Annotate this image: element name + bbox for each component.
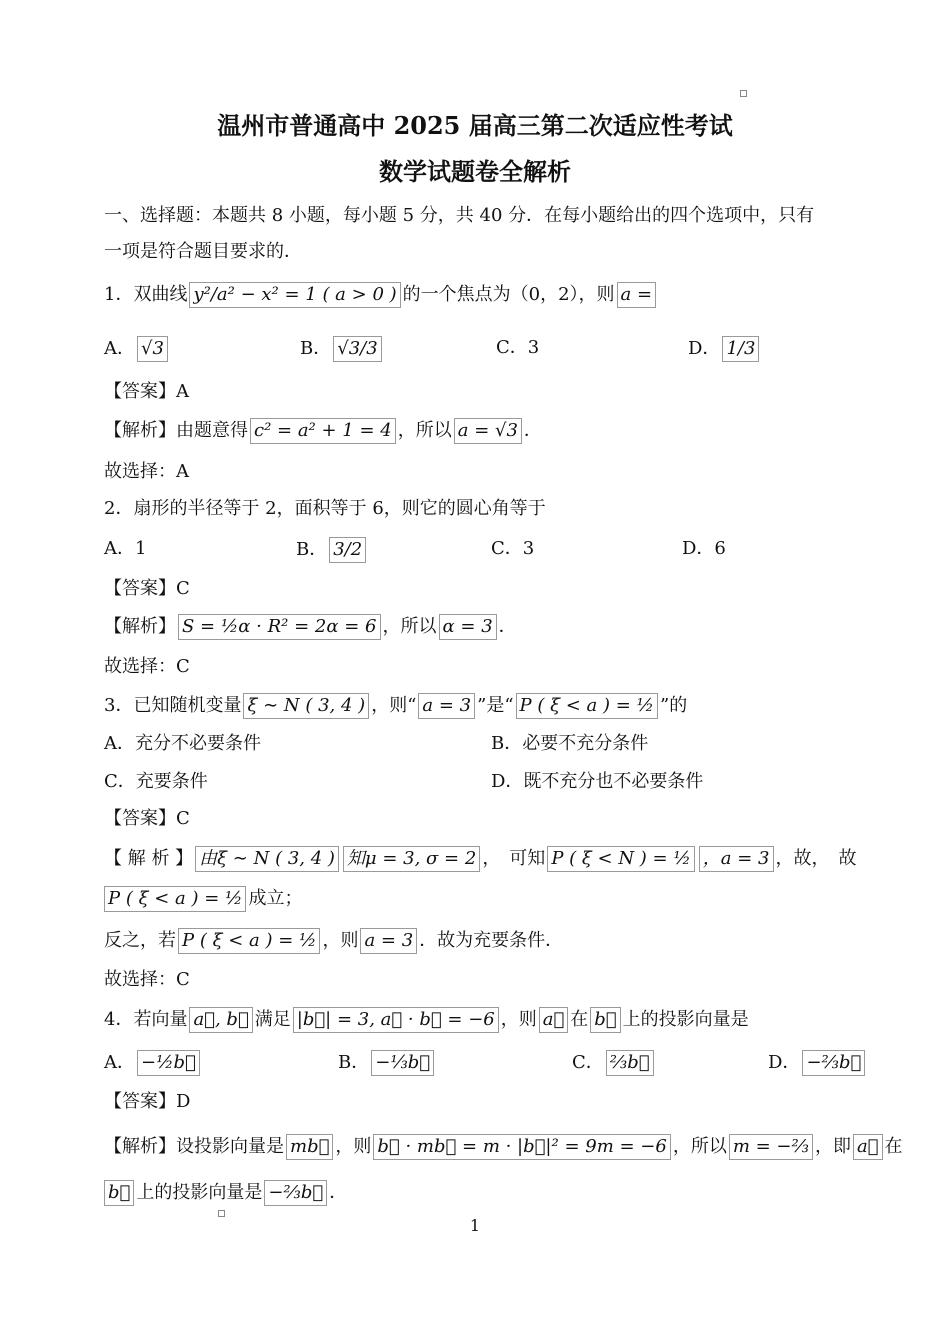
q2-option-b-label: B． [296, 539, 328, 560]
q4-stem-formula4: b⃗ [590, 1007, 620, 1033]
q4-analysis-text2: ，则 [335, 1136, 372, 1157]
q3-analysis-line3 [104, 928, 563, 954]
page-number: 1 [469, 1216, 481, 1235]
q4-stem-formula1: a⃗, b⃗ [189, 1007, 252, 1033]
q4-stem-formula3: a⃗ [539, 1007, 569, 1033]
q4-analysis-formula5: b⃗ [104, 1180, 134, 1206]
q1-analysis-text: 【解析】由题意得 [104, 420, 248, 441]
q4-stem-text: 4．若向量 [104, 1009, 188, 1030]
q2-analysis-text2: ，所以 [382, 616, 437, 637]
q1-analysis [104, 418, 542, 444]
q3-stem-text2: ，则“ [371, 695, 417, 716]
q3-analysis-text8: ．故为充要条件． [419, 930, 564, 951]
q2-option-a: A．1 [104, 538, 147, 559]
q1-option-d-label: D． [688, 338, 721, 359]
q3-analysis-text3: ，故 [775, 848, 812, 869]
q3-analysis-text2: ， 可知 [482, 848, 546, 869]
q3-stem-formula3: P ( ξ < a ) = ½ [516, 693, 658, 719]
q4-analysis-formula6: −⅔b⃗ [264, 1180, 327, 1206]
page-title: 温州市普通高中 2025 届高三第二次适应性考试 [217, 111, 733, 140]
q2-option-c: C．3 [491, 538, 535, 559]
q3-analysis-text7: ，则 [322, 930, 359, 951]
q1-stem-formula: y²/a² − x² = 1 ( a > 0 ) [189, 282, 400, 308]
q1-choose: 故选择：A [104, 461, 189, 482]
q4-analysis-text: 【解析】设投影向量是 [104, 1136, 284, 1157]
q3-option-a: A．充分不必要条件 [104, 733, 261, 754]
q2-stem: 2．扇形的半径等于 2，面积等于 6，则它的圆心角等于 [104, 498, 546, 519]
q3-analysis-line2 [104, 886, 302, 912]
q4-option-a [104, 1050, 202, 1076]
q1-analysis-formula1: c² = a² + 1 = 4 [250, 418, 396, 444]
q3-choose: 故选择：C [104, 969, 190, 990]
q3-analysis-formula5: P ( ξ < a ) = ½ [104, 886, 246, 912]
q1-option-b [300, 336, 384, 362]
q3-stem-text3: ”是“ [477, 695, 514, 716]
q2-analysis-formula2: α = 3 [439, 614, 497, 640]
q3-analysis-formula4: ，a = 3 [699, 846, 774, 872]
q3-analysis-text: 【 解 析 】 [104, 848, 194, 869]
q1-stem-formula2: a = [617, 282, 657, 308]
section-intro-line1: 一、选择题：本题共 8 小题，每小题 5 分，共 40 分．在每小题给出的四个选项中，只有 [104, 205, 815, 226]
q3-analysis-line1 [104, 846, 857, 872]
q1-analysis-formula2: a = √3 [454, 418, 522, 444]
q3-analysis-formula3: P ( ξ < N ) = ½ [547, 846, 694, 872]
q3-answer: 【答案】C [104, 808, 190, 829]
q3-analysis-formula6: P ( ξ < a ) = ½ [178, 928, 320, 954]
q4-stem-end: 上的投影向量是 [622, 1009, 749, 1030]
q4-stem-formula2: |b⃗| = 3, a⃗ · b⃗ = −6 [293, 1007, 499, 1033]
q2-option-b-formula: 3/2 [329, 537, 366, 563]
q4-stem [104, 1007, 749, 1033]
q3-analysis-text6: 反之，若 [104, 930, 176, 951]
q3-analysis-text4: ， 故 [811, 848, 857, 869]
q4-option-b-formula: −⅓b⃗ [371, 1050, 434, 1076]
q2-analysis-text: 【解析】 [104, 616, 176, 637]
q1-stem-text2: 的一个焦点为（0，2），则 [402, 284, 615, 305]
q3-stem-formula2: a = 3 [418, 693, 475, 719]
q3-stem-formula1: ξ ∼ N ( 3, 4 ) [243, 693, 369, 719]
q4-option-b-label: B． [338, 1052, 370, 1073]
section-intro-line2: 一项是符合题目要求的． [104, 241, 302, 262]
q3-analysis-formula2: 知μ = 3, σ = 2 [343, 846, 480, 872]
q4-analysis-text6: 上的投影向量是 [136, 1182, 263, 1203]
q1-stem-text: 1．双曲线 [104, 284, 188, 305]
q4-option-a-formula: −½b⃗ [137, 1050, 200, 1076]
q3-analysis-formula1: 由ξ ∼ N ( 3, 4 ) [195, 846, 339, 872]
q3-option-c: C．充要条件 [104, 771, 208, 792]
q4-analysis-line2 [104, 1180, 347, 1206]
q3-analysis-text5: 成立； [248, 888, 303, 909]
q4-answer: 【答案】D [104, 1091, 191, 1112]
q4-analysis-end: ． [329, 1182, 348, 1203]
q4-option-d [768, 1050, 867, 1076]
q2-analysis [104, 614, 517, 640]
q4-stem-text3: ，则 [500, 1009, 537, 1030]
q2-choose: 故选择：C [104, 656, 190, 677]
q4-analysis-text3: ，所以 [672, 1136, 727, 1157]
q3-option-b: B．必要不充分条件 [491, 733, 649, 754]
q1-analysis-text2: ，所以 [397, 420, 452, 441]
q4-option-d-label: D． [768, 1052, 801, 1073]
q3-stem-end: ”的 [660, 695, 688, 716]
q4-analysis-text5: 在 [884, 1136, 903, 1157]
q2-option-b [296, 537, 368, 563]
q4-analysis-text4: ，即 [814, 1136, 851, 1157]
q2-option-d: D．6 [682, 538, 726, 559]
q1-option-d [688, 336, 761, 362]
q4-stem-text2: 满足 [254, 1009, 291, 1030]
q3-analysis-formula7: a = 3 [360, 928, 417, 954]
q4-option-c-formula: ⅔b⃗ [606, 1050, 654, 1076]
q4-analysis-formula2: b⃗ · mb⃗ = m · |b⃗|² = 9m = −6 [373, 1134, 670, 1160]
q4-option-c [572, 1050, 656, 1076]
q1-analysis-end: ． [523, 420, 542, 441]
q4-analysis-formula1: mb⃗ [286, 1134, 333, 1160]
q1-answer: 【答案】A [104, 381, 189, 402]
q4-analysis-formula4: a⃗ [853, 1134, 883, 1160]
marker-icon [740, 90, 747, 97]
q1-option-b-formula: √3/3 [333, 336, 381, 362]
q3-stem-text: 3．已知随机变量 [104, 695, 242, 716]
q4-option-c-label: C． [572, 1052, 604, 1073]
q4-analysis-line1 [104, 1134, 903, 1160]
q2-analysis-end: ． [498, 616, 517, 637]
q4-stem-text4: 在 [570, 1009, 589, 1030]
q4-option-a-label: A． [104, 1052, 135, 1073]
q4-option-d-formula: −⅔b⃗ [802, 1050, 865, 1076]
q3-stem [104, 693, 687, 719]
q2-answer: 【答案】C [104, 578, 190, 599]
q1-option-a [104, 336, 170, 362]
q1-stem [104, 282, 658, 308]
q3-option-d: D．既不充分也不必要条件 [491, 771, 704, 792]
q4-analysis-formula3: m = −⅔ [729, 1134, 813, 1160]
page-subtitle: 数学试题卷全解析 [379, 157, 571, 186]
q1-option-a-formula: √3 [137, 336, 168, 362]
q1-option-d-formula: 1/3 [722, 336, 759, 362]
q4-option-b [338, 1050, 436, 1076]
q1-option-a-label: A． [104, 338, 135, 359]
q2-analysis-formula1: S = ½α · R² = 2α = 6 [178, 614, 381, 640]
q1-option-c: C．3 [496, 337, 540, 358]
q1-option-b-label: B． [300, 338, 332, 359]
